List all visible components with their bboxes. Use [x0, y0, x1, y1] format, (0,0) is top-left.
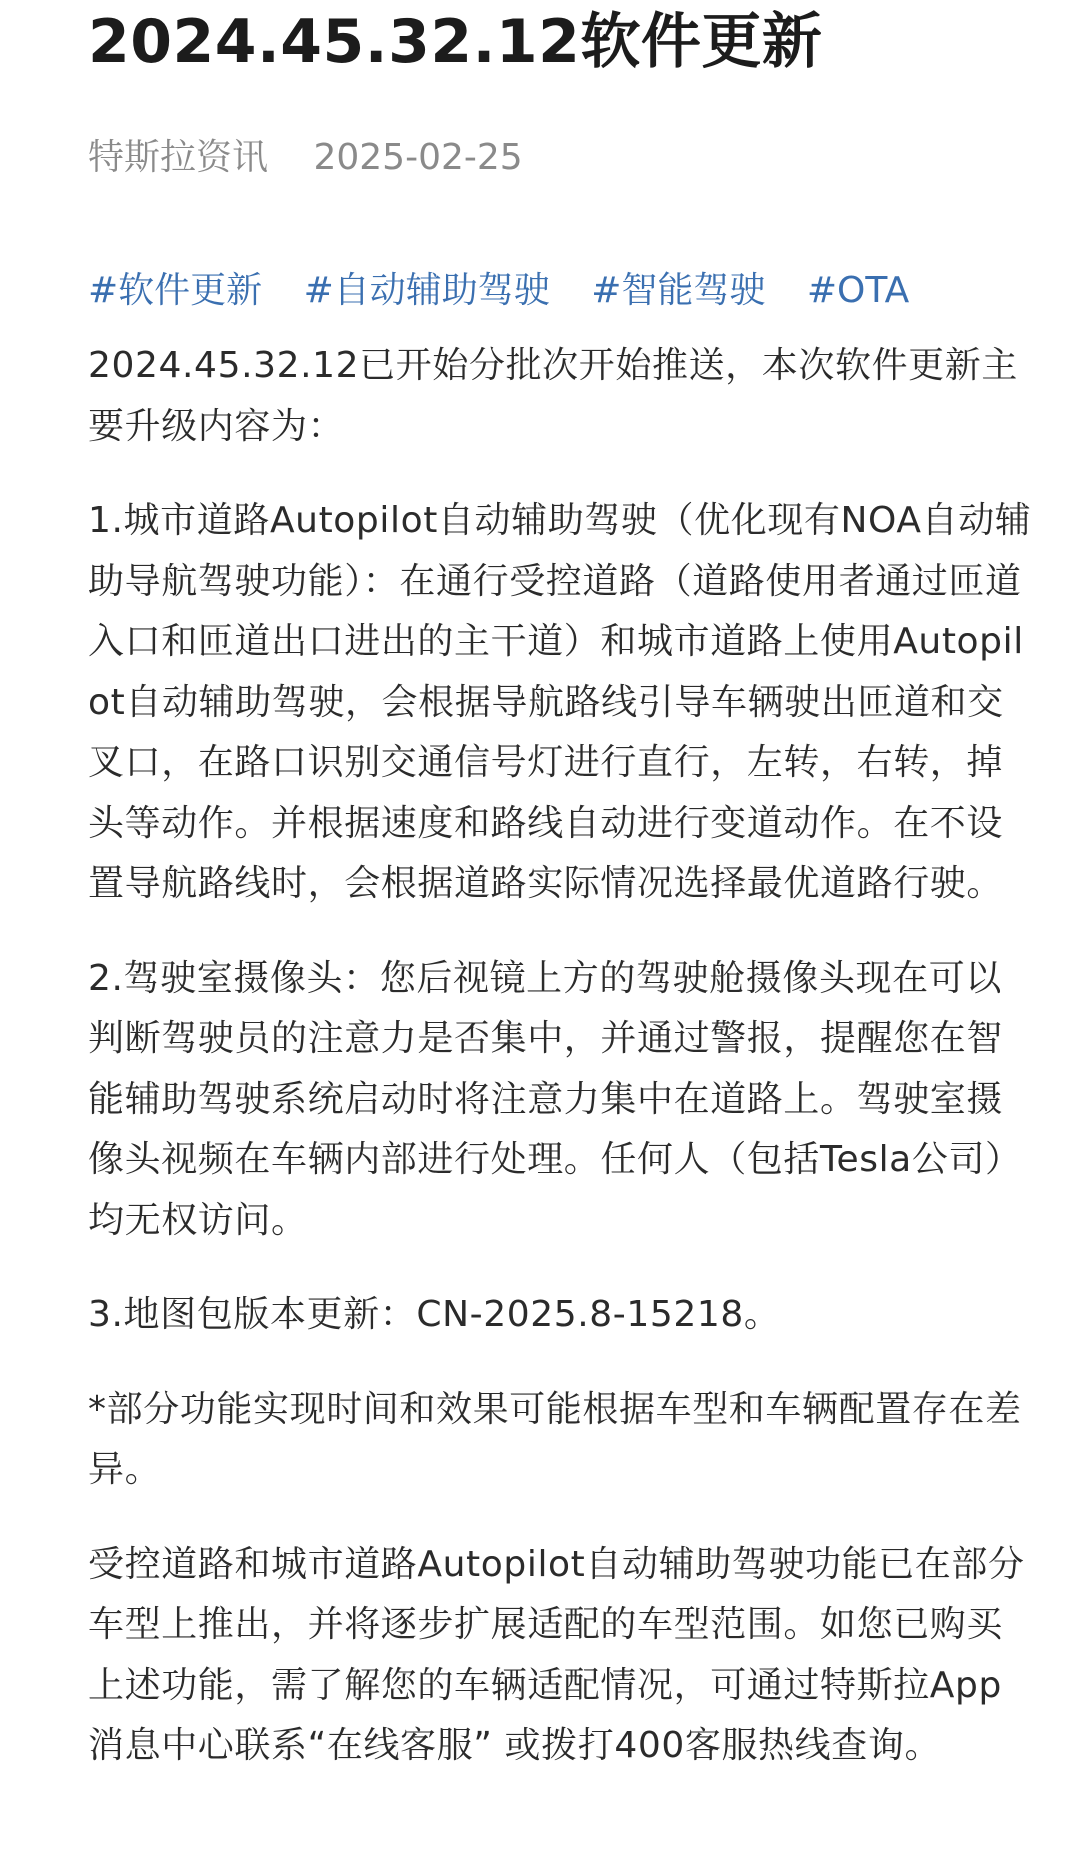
- article-meta: [88, 136, 1033, 180]
- feature-cabin-camera-paragraph: 2.驾驶室摄像头：您后视镜上方的驾驶舱摄像头现在可以判断驾驶员的注意力是否集中，并通过警报，提醒您在智能辅助驾驶系统启动时将注意力集中在道路上。驾驶室摄像头视频在车辆内部进行处理。任何人（包括Tesla公司）均无权访问。: [88, 957, 1022, 1241]
- tag-list: [88, 268, 1033, 314]
- tag-autopilot[interactable]: #自动辅助驾驶: [303, 270, 550, 311]
- article-title: 2024.45.32.12软件更新: [88, 7, 823, 77]
- article: [88, 0, 1033, 1777]
- feature-map-update-paragraph: 3.地图包版本更新：CN-2025.8-15218。: [88, 1294, 781, 1335]
- intro-paragraph: 2024.45.32.12已开始分批次开始推送，本次软件更新主要升级内容为：: [88, 345, 1018, 447]
- availability-paragraph: 受控道路和城市道路Autopilot自动辅助驾驶功能已在部分车型上推出，并将逐步扩展适配的车型范围。如您已购买上述功能，需了解您的车辆适配情况，可通过特斯拉App消息中心联系“在线客服” 或拨打400客服热线查询。: [88, 1543, 1025, 1766]
- disclaimer-paragraph: *部分功能实现时间和效果可能根据车型和车辆配置存在差异。: [88, 1388, 1022, 1490]
- tag-smart-driving[interactable]: #智能驾驶: [591, 270, 766, 311]
- tag-ota[interactable]: #OTA: [806, 270, 910, 311]
- article-source[interactable]: 特斯拉资讯: [88, 137, 269, 178]
- feature-autopilot-paragraph: 1.城市道路Autopilot自动辅助驾驶（优化现有NOA自动辅助导航驾驶功能）：在通行受控道路（道路使用者通过匝道入口和匝道出口进出的主干道）和城市道路上使用Autopilot自动辅助驾驶，会根据导航路线引导车辆驶出匝道和交叉口，在路口识别交通信号灯进行直行，左转，右转，掉头等动作。并根据速度和路线自动进行变道动作。在不设置导航路线时，会根据道路实际情况选择最优道路行驶。: [88, 500, 1032, 904]
- tag-software-update[interactable]: #软件更新: [88, 270, 263, 311]
- article-date: 2025-02-25: [313, 137, 523, 178]
